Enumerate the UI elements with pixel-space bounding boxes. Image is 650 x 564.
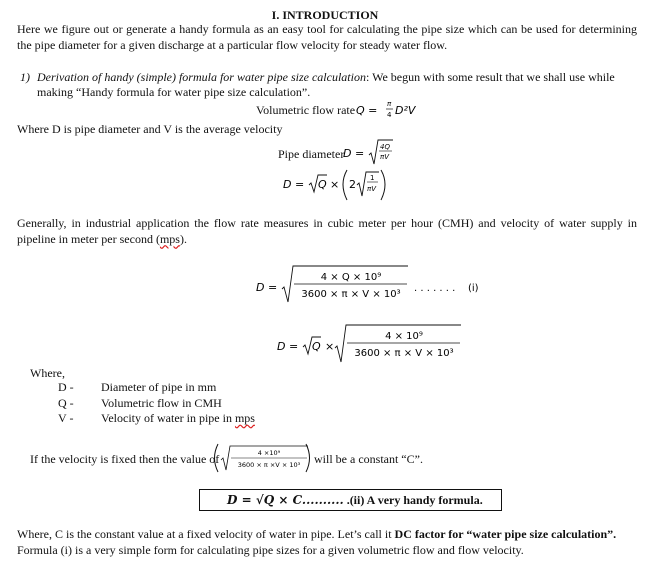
section1-line2: making “Handy formula for water pipe size calculation”.	[37, 85, 311, 99]
def-sym-q: Q -	[58, 396, 74, 410]
section-heading: I. INTRODUCTION	[271, 8, 379, 22]
constant-fraction	[212, 442, 312, 474]
section1-number: 1)	[20, 70, 30, 84]
flow-rate-label: Volumetric flow rate	[256, 103, 356, 117]
constant-line-after: will be a constant “C”.	[314, 452, 423, 466]
eq-i-lhs: D =	[256, 281, 278, 294]
eq-ii-times: ×	[325, 340, 335, 353]
eq-i-label: (i)	[468, 283, 479, 294]
equation-sqrtq-times	[277, 322, 467, 364]
equation-i	[256, 263, 496, 305]
eq-d2-times: ×	[330, 178, 340, 191]
def-desc-d: Diameter of pipe in mm	[101, 380, 217, 394]
closing-line1: Where, C is the constant value at a fixed velocity of water in pipe. Let’s call it DC factor for “water pipe size calculation”.	[17, 527, 617, 541]
dc-factor-text: DC factor for “water pipe size calculation”.	[394, 527, 617, 541]
eq-ii-lhs: D =	[277, 340, 299, 353]
eq-d2-two: 2	[349, 178, 356, 191]
eq-sqrt-4q-lhs: D =	[343, 147, 365, 160]
section1-title: Derivation of handy (simple) formula for water pipe size calculation	[37, 70, 366, 84]
eq-ii-sqrtq: Q	[312, 340, 321, 353]
intro-paragraph: Here we figure out or generate a handy formula as an easy tool for calculating the pipe size which can be used for determining the pipe diameter for a given discharge at a particular flow velocity for steady water flow.	[17, 22, 637, 52]
pipe-diameter-label: Pipe diameter	[278, 147, 345, 161]
eq-ii-denominator: 3600 × π × V × 10³	[354, 348, 454, 359]
eq-i-dots: . . . . . . .	[414, 283, 456, 294]
eq-d2-den: πV	[367, 185, 377, 193]
handy-formula: D = √Q × C..........	[227, 493, 344, 507]
def-desc-v: Velocity of water in pipe in mps	[101, 411, 255, 425]
flow-rate-tail: D²V	[395, 104, 416, 117]
handy-formula-label: .(ii) A very handy formula.	[343, 493, 483, 507]
pipe-diameter-formula	[343, 137, 393, 167]
constant-denominator: 3600 × π ×V × 10³	[237, 461, 301, 469]
flow-rate-formula	[356, 97, 416, 121]
mps-unit: mps	[159, 231, 180, 246]
eq-ii-numerator: 4 × 10⁹	[385, 331, 423, 342]
where-label: Where,	[30, 366, 65, 380]
flow-rate-four: 4	[387, 111, 392, 119]
eq-d-sqrtq-formula	[283, 167, 393, 203]
constant-numerator: 4 ×10⁹	[257, 449, 281, 457]
def-sym-d: D -	[58, 380, 74, 394]
eq-i-denominator: 3600 × π × V × 10³	[301, 289, 401, 300]
section1-text: : We begun with some result that we shall use while	[365, 70, 615, 84]
eq-d2-one: 1	[370, 174, 375, 182]
constant-line-before: If the velocity is fixed then the value of	[30, 452, 220, 466]
eq-sqrt-4q-num: 4Q	[380, 143, 390, 151]
generally-paragraph: Generally, in industrial application the flow rate measures in cubic meter per hour (CMH) and velocity of water supply in pipeline in meter per second (mps).	[17, 216, 637, 246]
section1-line1	[37, 70, 637, 84]
where-d-text: Where D is pipe diameter and V is the average velocity	[17, 122, 283, 136]
def-sym-v: V -	[58, 411, 74, 425]
mps-unit-2: mps	[234, 411, 255, 425]
flow-rate-lhs: Q =	[356, 104, 378, 117]
def-desc-q: Volumetric flow in CMH	[101, 396, 222, 410]
eq-d2-sqrtq: Q	[318, 178, 327, 191]
handy-formula-box	[199, 489, 502, 511]
flow-rate-pi: π	[387, 100, 392, 108]
eq-d2-lhs: D =	[283, 178, 305, 191]
closing-line2: Formula (i) is a very simple form for calculating pipe sizes for a given volumetric flow and flow velocity.	[17, 543, 524, 557]
eq-i-numerator: 4 × Q × 10⁹	[320, 272, 382, 283]
eq-sqrt-4q-den: πV	[380, 153, 390, 161]
